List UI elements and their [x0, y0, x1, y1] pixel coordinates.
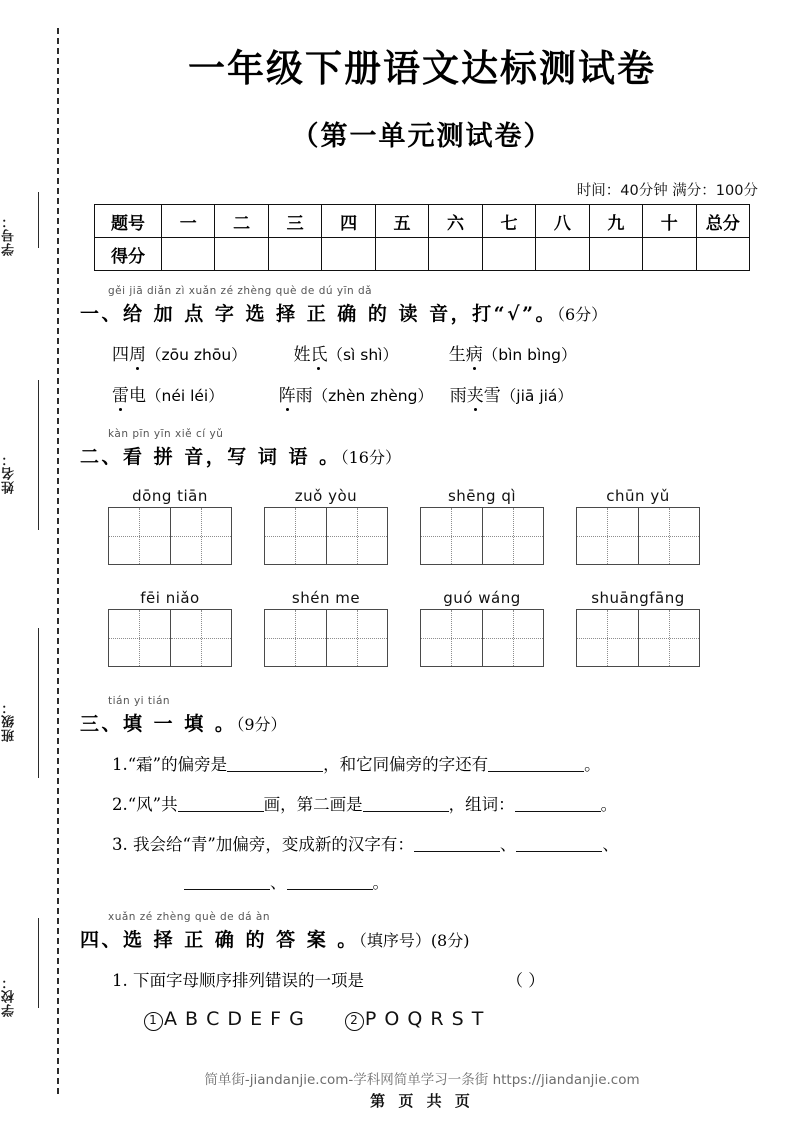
choice-item-4-options: （néi léi）	[146, 387, 224, 405]
section-one-heading	[80, 299, 772, 326]
score-cell-8[interactable]	[536, 238, 589, 271]
grid-group-6	[264, 589, 388, 667]
choice-item-6[interactable]	[450, 386, 573, 406]
choice-item-5-post: 雨	[295, 386, 313, 406]
q3-2-part-2: 画，第二画是	[263, 795, 363, 815]
exam-meta-info: 时间：40分钟 满分：100分	[576, 183, 758, 199]
choice-item-4[interactable]	[112, 386, 224, 406]
tianzige-4-cell-1[interactable]	[577, 508, 638, 564]
choice-item-6-post: 雪	[483, 386, 501, 406]
tianzige-6-cell-1[interactable]	[265, 610, 326, 666]
section-three-points: （9分）	[236, 715, 287, 734]
tianzige-2[interactable]	[264, 507, 388, 565]
q3-2-part-4: 。	[600, 795, 618, 815]
grid-group-7-pinyin: guó wáng	[443, 589, 521, 607]
q3-3-sep-1: 、	[499, 835, 517, 855]
score-table-col-8: 八	[536, 205, 589, 238]
tianzige-7-cell-2[interactable]	[482, 610, 544, 666]
tianzige-3[interactable]	[420, 507, 544, 565]
section-four-heading-text: 四、选 择 正 确 的 答 案 。	[80, 928, 359, 951]
section-one-points: （6分）	[557, 305, 608, 324]
grid-group-3	[420, 487, 544, 565]
tianzige-8[interactable]	[576, 609, 700, 667]
section-three-pinyin: tián yi tián	[108, 695, 171, 707]
margin-label-name: 姓名：	[2, 452, 17, 494]
section-one-row-1	[112, 340, 772, 365]
tianzige-3-cell-1[interactable]	[421, 508, 482, 564]
grid-group-5-pinyin: fēi niǎo	[140, 589, 200, 607]
choice-item-2-options: （sì shì）	[327, 346, 398, 364]
q3-3-sep-3: 、	[270, 873, 287, 893]
score-table-col-1: 一	[162, 205, 215, 238]
choice-item-4-post: 电	[129, 386, 146, 406]
q3-2-blank-3[interactable]	[515, 796, 601, 812]
score-cell-2[interactable]	[215, 238, 268, 271]
grid-group-8-pinyin: shuāngfāng	[591, 589, 685, 607]
choice-item-2-pre: 姓	[293, 345, 311, 365]
tianzige-7-cell-1[interactable]	[421, 610, 482, 666]
tianzige-3-cell-2[interactable]	[482, 508, 544, 564]
q3-1-blank-2[interactable]	[488, 756, 584, 772]
q3-3-sep-4: 。	[372, 873, 389, 893]
q3-2-part-3: ，组词：	[448, 795, 515, 815]
choice-item-3-dotted: 病	[466, 340, 483, 365]
margin-dashed-line	[57, 28, 59, 1094]
choice-item-5-options: （zhèn zhèng）	[312, 387, 433, 405]
tianzige-5[interactable]	[108, 609, 232, 667]
score-cell-3[interactable]	[268, 238, 321, 271]
q3-3-blank-4[interactable]	[287, 874, 373, 890]
q3-1-part-1: 1.“霜”的偏旁是	[112, 755, 228, 774]
tianzige-4-cell-2[interactable]	[638, 508, 700, 564]
section-one-row-2	[112, 381, 772, 406]
tianzige-5-cell-2[interactable]	[170, 610, 232, 666]
section-four-heading	[80, 925, 772, 952]
score-table	[94, 204, 750, 271]
footer-watermark: 简单街-jiandanjie.com-学科网简单学习一条街 https://jiandanjie.com	[204, 1072, 640, 1088]
section-three-question-2	[112, 796, 772, 814]
tianzige-1-cell-1[interactable]	[109, 508, 170, 564]
choice-item-4-dotted: 雷	[112, 381, 129, 406]
score-table-col-4: 四	[322, 205, 375, 238]
section-four-choices	[144, 1008, 772, 1031]
grid-group-1-pinyin: dōng tiān	[132, 487, 208, 505]
writing-grid-row-1	[72, 487, 772, 587]
choice-item-5-dotted: 阵	[279, 381, 296, 406]
grid-group-5	[108, 589, 232, 667]
q3-2-part-1: 2.“风”共	[112, 795, 178, 815]
section-four-pinyin: xuǎn zé zhèng què de dá àn	[108, 910, 270, 923]
choice-item-6-dotted: 夹	[467, 381, 484, 406]
grid-group-7	[420, 589, 544, 667]
score-cell-1[interactable]	[162, 238, 215, 271]
tianzige-4[interactable]	[576, 507, 700, 565]
choice-item-1-options: （zōu zhōu）	[146, 346, 247, 364]
grid-group-2	[264, 487, 388, 565]
q3-2-blank-2[interactable]	[363, 796, 449, 812]
q3-3-blank-3[interactable]	[184, 874, 270, 890]
tianzige-8-cell-1[interactable]	[577, 610, 638, 666]
tianzige-8-cell-2[interactable]	[638, 610, 700, 666]
page-title: 一年级下册语文达标测试卷	[188, 47, 656, 90]
grid-group-6-pinyin: shén me	[291, 589, 361, 607]
grid-group-1	[108, 487, 232, 565]
grid-group-4	[576, 487, 700, 565]
score-cell-total[interactable]	[696, 238, 749, 271]
choice-2-letters[interactable]: P O Q R S T	[364, 1007, 485, 1030]
tianzige-6[interactable]	[264, 609, 388, 667]
q3-1-part-2: ，和它同偏旁的字还有	[323, 755, 489, 774]
q4-1-answer-blank[interactable]: （ ）	[506, 970, 545, 990]
score-cell-6[interactable]	[429, 238, 482, 271]
score-cell-7[interactable]	[482, 238, 535, 271]
section-two-pinyin: kàn pīn yīn xiě cí yǔ	[108, 428, 224, 440]
section-two-points: （16分）	[340, 448, 401, 467]
q4-1-text: 1. 下面字母顺序排列错误的一项是	[112, 970, 364, 990]
section-two	[72, 428, 772, 689]
score-cell-5[interactable]	[375, 238, 428, 271]
choice-marker-1[interactable]: 1	[144, 1012, 163, 1031]
score-table-label-question: 题号	[95, 205, 162, 238]
table-row-question-numbers	[95, 205, 750, 238]
section-three	[72, 695, 772, 893]
score-table-col-9: 九	[589, 205, 642, 238]
q3-3-blank-2[interactable]	[516, 836, 602, 852]
section-one	[72, 285, 772, 406]
q3-3-blank-1[interactable]	[414, 836, 500, 852]
table-row-scores	[95, 238, 750, 271]
score-table-label-score: 得分	[95, 238, 162, 271]
choice-marker-2[interactable]: 2	[345, 1012, 364, 1031]
grid-group-4-pinyin: chūn yǔ	[606, 487, 670, 505]
exam-page	[72, 0, 772, 1122]
footer-page-number: 第 页 共 页	[370, 1092, 474, 1110]
q3-1-part-3: 。	[584, 755, 601, 774]
section-one-heading-text: 一、给 加 点 字 选 择 正 确 的 读 音，打“√”。	[80, 303, 557, 325]
section-three-question-3	[112, 836, 772, 854]
choice-item-5[interactable]	[279, 386, 433, 406]
section-three-question-3-wrap	[184, 874, 772, 892]
page-subtitle: （第一单元测试卷）	[291, 121, 553, 152]
choice-item-1-dotted: 周	[129, 340, 146, 365]
choice-item-2[interactable]	[293, 345, 398, 365]
section-four	[72, 911, 772, 1031]
tianzige-1-cell-2[interactable]	[170, 508, 232, 564]
tianzige-2-cell-1[interactable]	[265, 508, 326, 564]
score-cell-9[interactable]	[589, 238, 642, 271]
q3-3-sep-2: 、	[602, 835, 619, 855]
writing-grid-row-2	[72, 589, 772, 689]
margin-label-school: 学校：	[2, 975, 17, 1017]
section-four-points: （填序号）(8分)	[358, 930, 470, 950]
tianzige-1[interactable]	[108, 507, 232, 565]
section-three-heading	[80, 709, 772, 736]
choice-item-3-options: （bìn bìng）	[482, 346, 577, 364]
choice-item-3-pre: 生	[448, 345, 466, 365]
section-one-pinyin: gěi jiā diǎn zì xuǎn zé zhèng què de dú yīn dǎ	[108, 285, 373, 297]
grid-group-3-pinyin: shēng qì	[447, 487, 517, 505]
section-two-heading	[80, 442, 772, 469]
tianzige-5-cell-1[interactable]	[109, 610, 170, 666]
choice-item-6-options: （jiā jiá）	[500, 387, 573, 405]
choice-1-letters[interactable]: A B C D E F G	[164, 1007, 305, 1030]
q3-2-blank-1[interactable]	[178, 796, 264, 812]
section-three-question-1	[112, 756, 772, 774]
score-table-col-7: 七	[482, 205, 535, 238]
score-table-col-3: 三	[268, 205, 321, 238]
grid-group-2-pinyin: zuǒ yòu	[294, 487, 358, 505]
score-table-col-5: 五	[375, 205, 428, 238]
q3-1-blank-1[interactable]	[227, 756, 323, 772]
tianzige-2-cell-2[interactable]	[326, 508, 388, 564]
margin-label-class: 班级：	[2, 700, 17, 742]
score-cell-4[interactable]	[322, 238, 375, 271]
tianzige-7[interactable]	[420, 609, 544, 667]
choice-item-1-pre: 四	[112, 345, 129, 365]
section-four-question-1	[112, 972, 772, 990]
choice-item-1[interactable]	[112, 345, 247, 365]
score-table-col-6: 六	[429, 205, 482, 238]
grid-group-8	[576, 589, 700, 667]
choice-item-6-pre: 雨	[449, 386, 467, 406]
score-table-col-10: 十	[643, 205, 696, 238]
score-cell-10[interactable]	[643, 238, 696, 271]
margin-label-student-id: 学号：	[2, 214, 17, 256]
tianzige-6-cell-2[interactable]	[326, 610, 388, 666]
choice-item-2-dotted: 氏	[310, 340, 327, 365]
score-table-col-2: 二	[215, 205, 268, 238]
section-two-heading-text: 二、看 拼 音，写 词 语 。	[80, 446, 341, 468]
score-table-col-total: 总分	[696, 205, 749, 238]
q3-3-part-1: 3. 我会给“青”加偏旁，变成新的汉字有：	[112, 835, 414, 855]
section-three-heading-text: 三、填 一 填 。	[80, 713, 237, 735]
choice-item-3[interactable]	[449, 345, 577, 365]
